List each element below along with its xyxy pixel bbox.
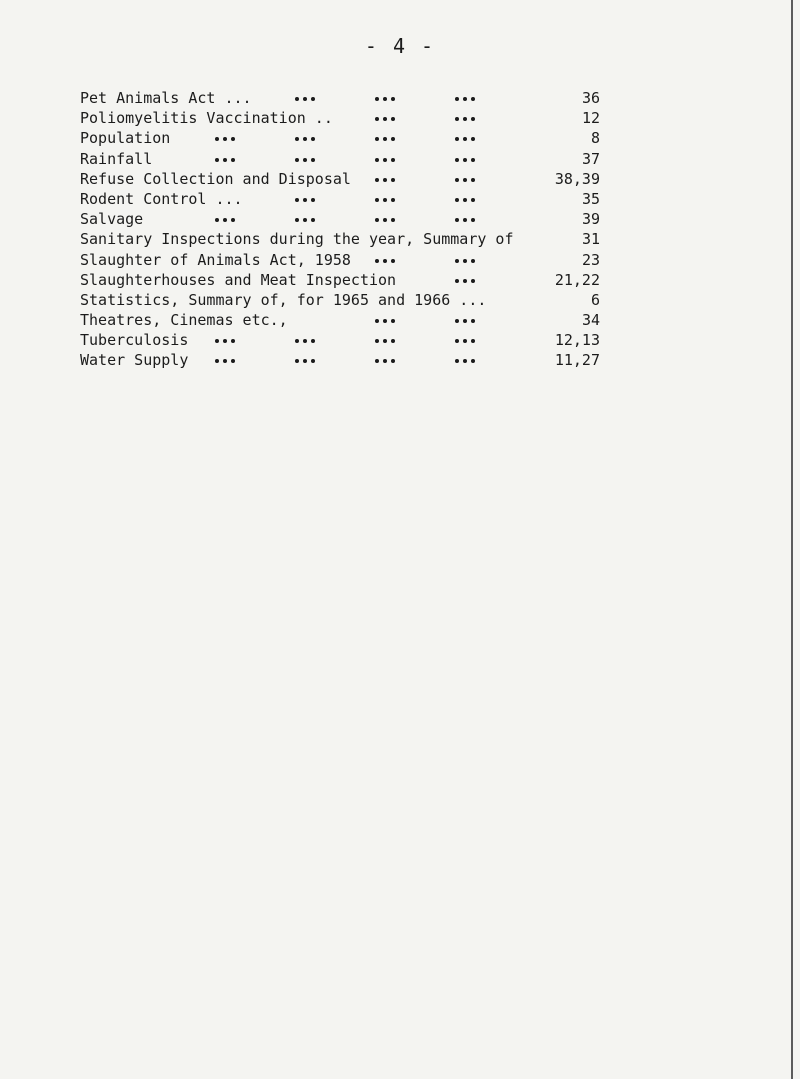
leader-dot [455, 259, 459, 263]
index-topic: Sanitary Inspections during the year, Summary of [80, 230, 514, 249]
leader-dot [231, 359, 235, 363]
leader-dots [293, 357, 323, 364]
leader-dot [231, 218, 235, 222]
leader-dots [373, 115, 403, 122]
leader-dots [453, 95, 483, 102]
leader-dot [303, 218, 307, 222]
leader-dots [213, 156, 243, 163]
leader-dot [463, 359, 467, 363]
index-entry [80, 209, 600, 229]
leader-dot [463, 97, 467, 101]
leader-dot [295, 339, 299, 343]
index-entry [80, 88, 600, 108]
leader-dot [215, 218, 219, 222]
leader-dot [375, 198, 379, 202]
index-entry [80, 108, 600, 128]
leader-dot [311, 137, 315, 141]
dot-leader [80, 176, 600, 183]
leader-dots [453, 277, 483, 284]
leader-dot [391, 339, 395, 343]
leader-dot [471, 178, 475, 182]
leader-dot [391, 359, 395, 363]
leader-dot [215, 339, 219, 343]
index-topic: Theatres, Cinemas etc., [80, 311, 288, 330]
leader-dot [223, 137, 227, 141]
leader-dots [293, 135, 323, 142]
leader-dot [463, 319, 467, 323]
leader-dot [463, 218, 467, 222]
leader-dot [455, 158, 459, 162]
leader-dot [223, 218, 227, 222]
leader-dot [303, 137, 307, 141]
leader-dot [471, 137, 475, 141]
leader-dot [391, 137, 395, 141]
leader-dot [455, 117, 459, 121]
leader-dot [471, 279, 475, 283]
index-topic: Slaughterhouses and Meat Inspection [80, 270, 397, 289]
leader-dot [295, 198, 299, 202]
index-topic: Population [80, 129, 171, 148]
leader-dot [231, 158, 235, 162]
leader-dot [455, 339, 459, 343]
leader-dot [295, 359, 299, 363]
index-pages: 11,27 [554, 351, 600, 370]
leader-dot [471, 259, 475, 263]
leader-dots [213, 135, 243, 142]
leader-dot [471, 218, 475, 222]
leader-dot [215, 359, 219, 363]
leader-dot [375, 97, 379, 101]
index-topic: Tuberculosis [80, 331, 189, 350]
leader-dot [471, 97, 475, 101]
index-entry [80, 350, 600, 370]
leader-dots [453, 317, 483, 324]
leader-dots [293, 156, 323, 163]
leader-dot [463, 178, 467, 182]
leader-dot [455, 279, 459, 283]
index-pages: 31 [581, 230, 600, 249]
leader-dots [453, 257, 483, 264]
leader-dot [295, 137, 299, 141]
index-entry [80, 330, 600, 350]
index-topic: Poliomyelitis Vaccination .. [80, 109, 333, 128]
leader-dot [375, 339, 379, 343]
leader-dot [303, 198, 307, 202]
leader-dot [383, 359, 387, 363]
leader-dots [453, 176, 483, 183]
leader-dot [391, 319, 395, 323]
dot-leader [80, 297, 600, 304]
leader-dots [373, 135, 403, 142]
leader-dot [463, 137, 467, 141]
index-topic: Water Supply [80, 351, 189, 370]
dot-leader [80, 196, 600, 203]
leader-dots [453, 135, 483, 142]
leader-dot [463, 117, 467, 121]
leader-dot [303, 359, 307, 363]
leader-dot [223, 158, 227, 162]
leader-dot [311, 97, 315, 101]
leader-dots [293, 337, 323, 344]
leader-dots [293, 95, 323, 102]
index-entry [80, 149, 600, 169]
index-entry [80, 250, 600, 270]
index-entry [80, 128, 600, 148]
index-pages: 34 [581, 311, 600, 330]
leader-dot [383, 97, 387, 101]
leader-dots [213, 216, 243, 223]
leader-dot [383, 158, 387, 162]
leader-dot [471, 319, 475, 323]
index-entry [80, 310, 600, 330]
page-edge-line [791, 0, 793, 1079]
leader-dot [303, 158, 307, 162]
leader-dot [375, 158, 379, 162]
index-entry [80, 169, 600, 189]
leader-dots [373, 196, 403, 203]
leader-dot [383, 198, 387, 202]
leader-dots [373, 156, 403, 163]
leader-dot [455, 97, 459, 101]
dot-leader [80, 357, 600, 364]
leader-dots [373, 257, 403, 264]
leader-dot [391, 178, 395, 182]
index-topic: Slaughter of Animals Act, 1958 [80, 250, 351, 269]
leader-dots [453, 156, 483, 163]
leader-dot [391, 117, 395, 121]
index-list [80, 88, 600, 371]
index-pages: 36 [581, 89, 600, 107]
index-topic: Rainfall [80, 149, 153, 168]
dot-leader [80, 115, 600, 122]
leader-dot [311, 339, 315, 343]
index-topic: Pet Animals Act ... [80, 89, 252, 107]
page-number: - 4 - [364, 34, 436, 58]
leader-dots [213, 357, 243, 364]
leader-dot [471, 339, 475, 343]
leader-dot [463, 279, 467, 283]
leader-dot [391, 198, 395, 202]
leader-dots [453, 115, 483, 122]
leader-dot [471, 198, 475, 202]
leader-dot [463, 339, 467, 343]
leader-dots [293, 216, 323, 223]
index-pages: 12 [581, 109, 600, 128]
dot-leader [80, 216, 600, 223]
leader-dots [373, 176, 403, 183]
index-topic: Rodent Control ... [80, 189, 243, 208]
leader-dot [471, 158, 475, 162]
leader-dot [383, 117, 387, 121]
index-entry [80, 229, 600, 249]
leader-dots [213, 337, 243, 344]
leader-dot [375, 259, 379, 263]
dot-leader [80, 257, 600, 264]
index-entry [80, 189, 600, 209]
index-pages: 8 [590, 129, 600, 148]
leader-dot [391, 158, 395, 162]
dot-leader [80, 317, 600, 324]
leader-dots [293, 196, 323, 203]
leader-dot [391, 97, 395, 101]
leader-dot [455, 218, 459, 222]
leader-dot [391, 259, 395, 263]
leader-dot [311, 218, 315, 222]
leader-dot [383, 339, 387, 343]
leader-dot [455, 359, 459, 363]
index-topic: Statistics, Summary of, for 1965 and 1966 ... [80, 290, 487, 309]
leader-dot [231, 137, 235, 141]
leader-dot [295, 158, 299, 162]
index-pages: 37 [581, 149, 600, 168]
leader-dot [391, 218, 395, 222]
leader-dot [311, 158, 315, 162]
leader-dot [375, 178, 379, 182]
leader-dot [383, 178, 387, 182]
index-pages: 6 [590, 290, 600, 309]
index-topic: Refuse Collection and Disposal [80, 169, 351, 188]
leader-dot [375, 117, 379, 121]
leader-dots [453, 216, 483, 223]
leader-dot [215, 158, 219, 162]
leader-dot [383, 218, 387, 222]
leader-dot [383, 137, 387, 141]
leader-dot [471, 359, 475, 363]
leader-dot [295, 218, 299, 222]
index-pages: 38,39 [554, 169, 600, 188]
leader-dot [303, 97, 307, 101]
leader-dot [311, 359, 315, 363]
leader-dots [373, 337, 403, 344]
leader-dot [455, 178, 459, 182]
leader-dot [455, 137, 459, 141]
dot-leader [80, 95, 600, 102]
dot-leader [80, 135, 600, 142]
leader-dot [463, 198, 467, 202]
leader-dot [295, 97, 299, 101]
index-entry [80, 270, 600, 290]
leader-dot [311, 198, 315, 202]
leader-dot [303, 339, 307, 343]
leader-dot [231, 339, 235, 343]
leader-dots [453, 196, 483, 203]
index-pages: 21,22 [554, 270, 600, 289]
leader-dots [373, 317, 403, 324]
dot-leader [80, 156, 600, 163]
leader-dot [223, 359, 227, 363]
leader-dot [383, 259, 387, 263]
index-entry [80, 290, 600, 310]
leader-dot [375, 218, 379, 222]
index-pages: 12,13 [554, 331, 600, 350]
dot-leader [80, 236, 600, 243]
leader-dot [223, 339, 227, 343]
leader-dot [375, 319, 379, 323]
leader-dot [455, 198, 459, 202]
index-topic: Salvage [80, 210, 144, 229]
index-pages: 23 [581, 250, 600, 269]
leader-dot [463, 158, 467, 162]
leader-dot [463, 259, 467, 263]
leader-dot [215, 137, 219, 141]
leader-dots [373, 95, 403, 102]
leader-dot [455, 319, 459, 323]
leader-dots [453, 357, 483, 364]
leader-dots [453, 337, 483, 344]
leader-dot [471, 117, 475, 121]
leader-dot [375, 137, 379, 141]
index-pages: 35 [581, 189, 600, 208]
leader-dots [373, 357, 403, 364]
leader-dot [383, 319, 387, 323]
dot-leader [80, 277, 600, 284]
index-pages: 39 [581, 210, 600, 229]
leader-dot [375, 359, 379, 363]
leader-dots [373, 216, 403, 223]
dot-leader [80, 337, 600, 344]
